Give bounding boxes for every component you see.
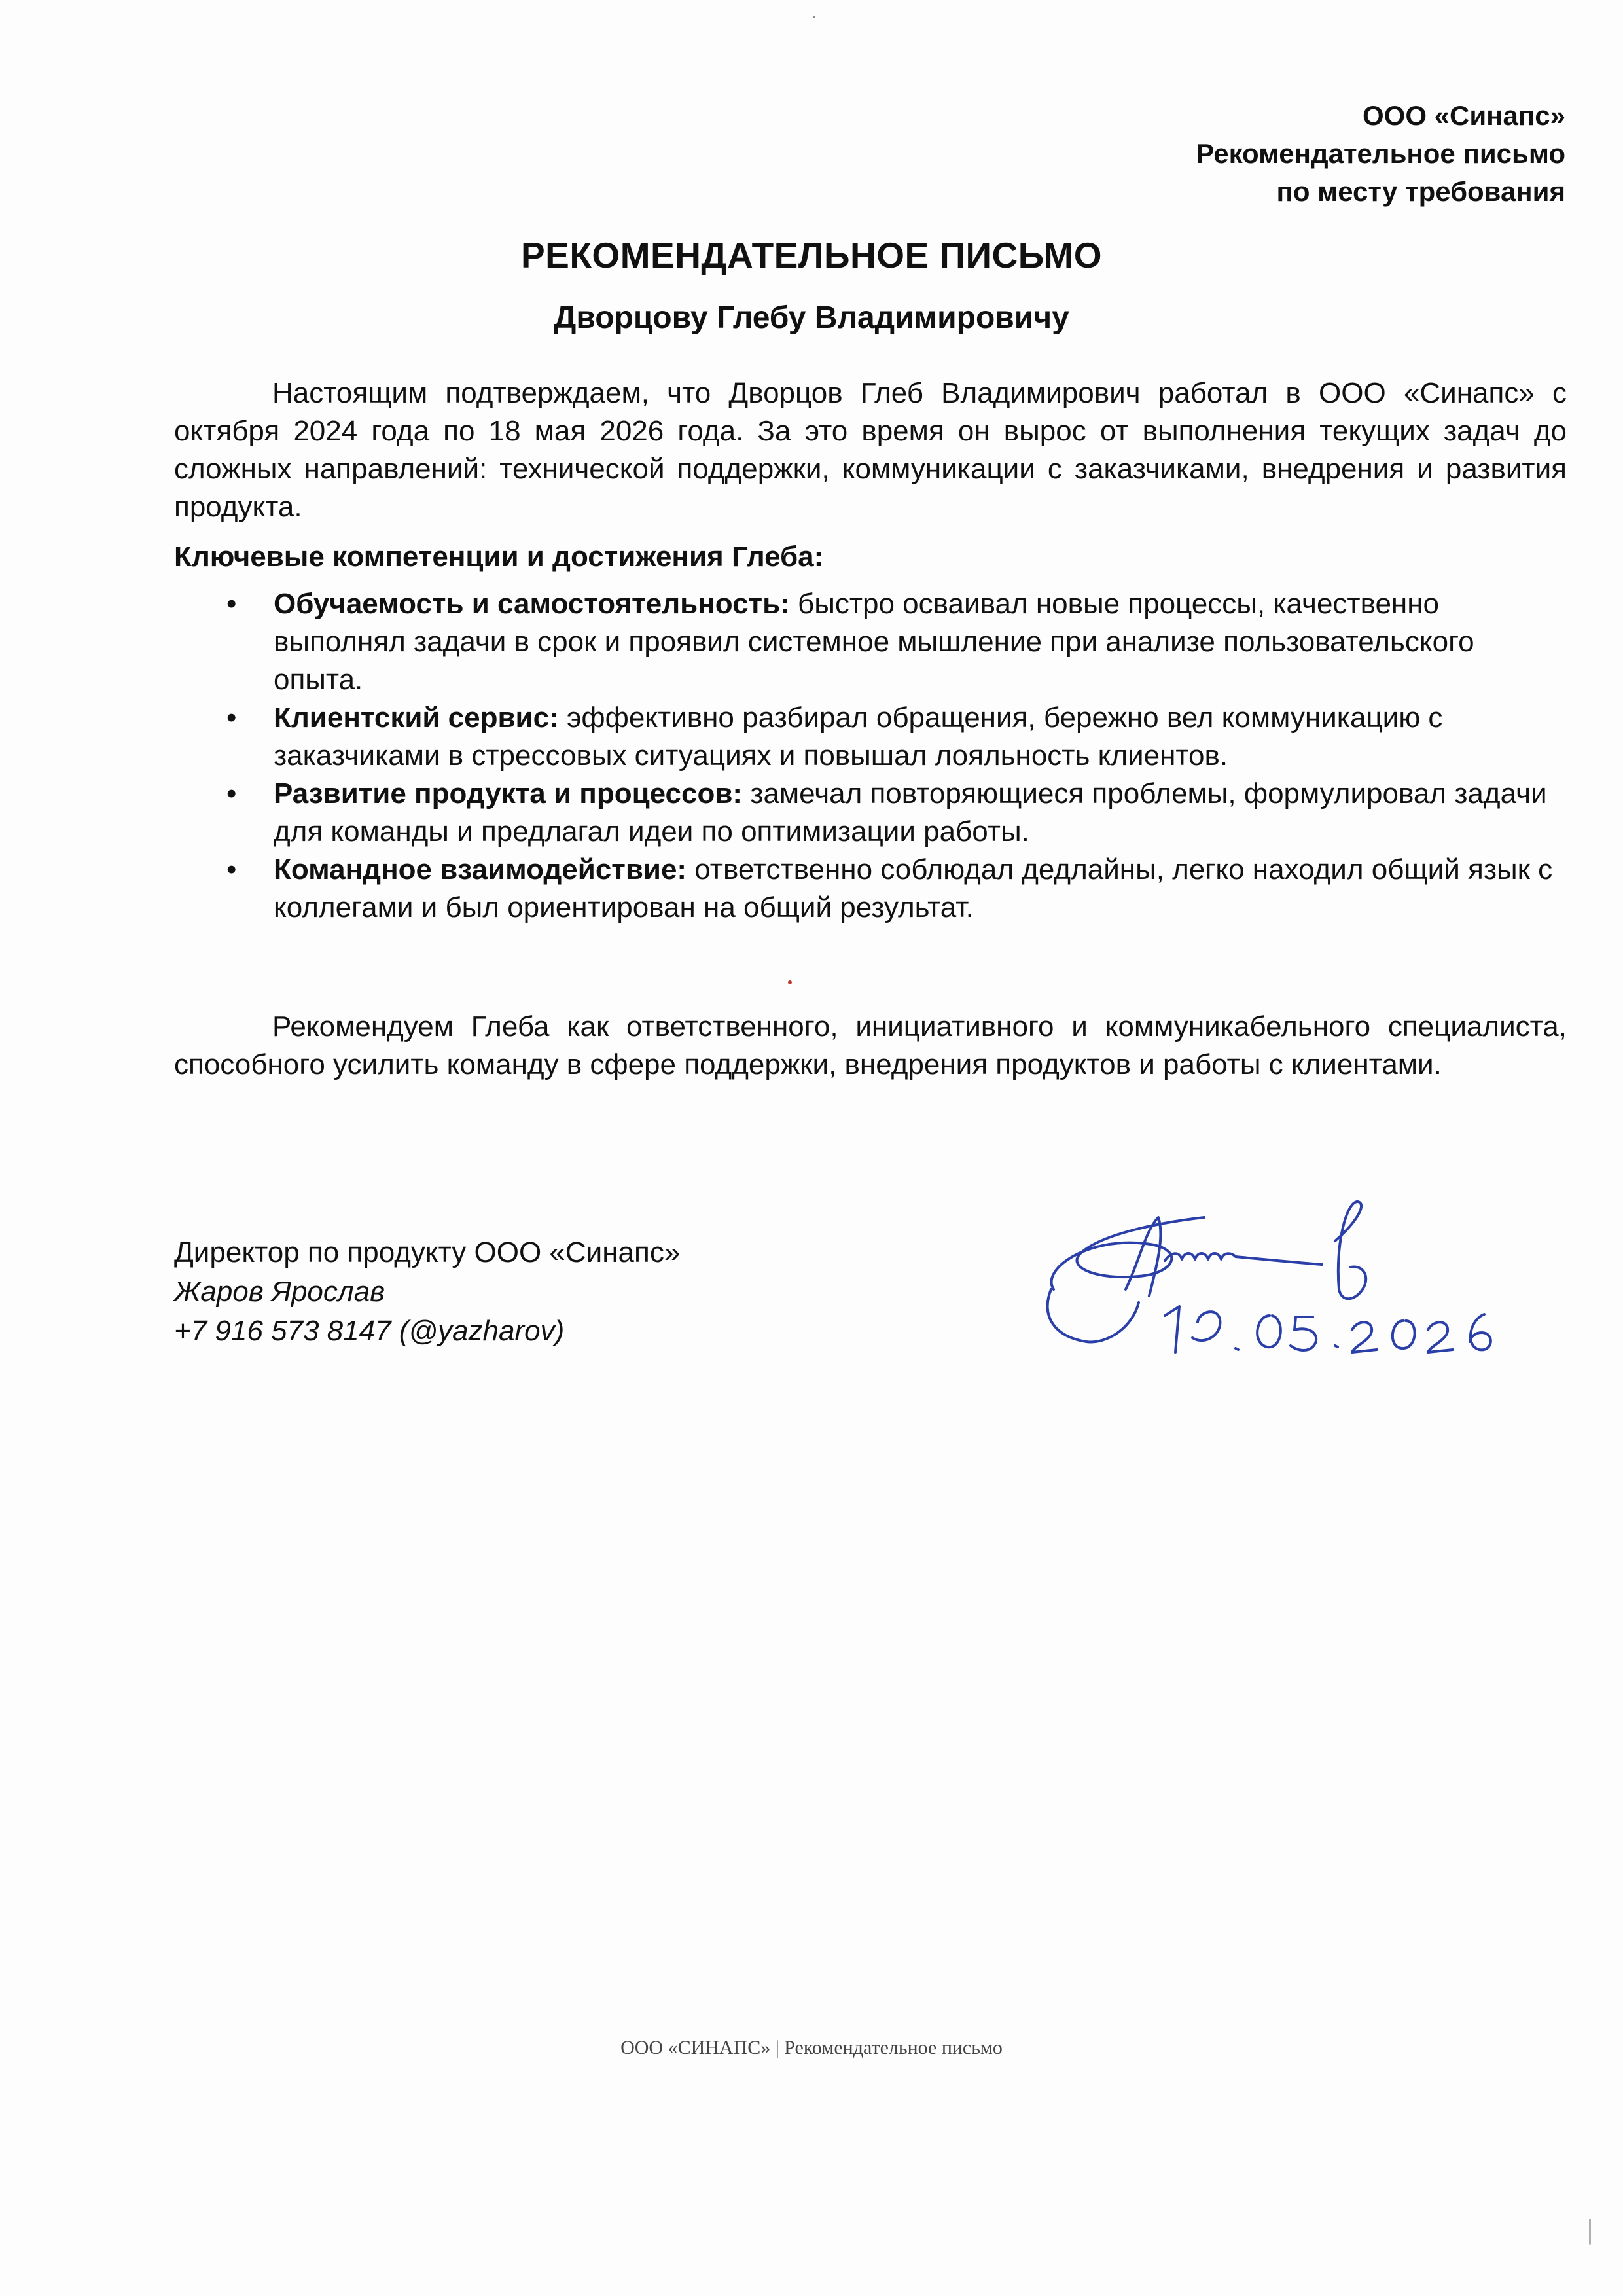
letter-title: РЕКОМЕНДАТЕЛЬНОЕ ПИСЬМО	[520, 235, 1102, 276]
scan-speck	[813, 16, 815, 18]
handwritten-signature	[1027, 1191, 1499, 1381]
competency-title: Развитие продукта и процессов:	[274, 778, 743, 810]
signer-position: Директор по продукту ООО «Синапс»	[174, 1236, 681, 1268]
competency-item	[174, 699, 1567, 775]
bullet-icon: •	[226, 778, 237, 810]
signer-block	[174, 1233, 680, 1351]
competency-item	[174, 775, 1567, 851]
signer-name: Жаров Ярослав	[174, 1276, 385, 1308]
letter-header	[1196, 97, 1565, 211]
bullet-icon: •	[226, 588, 237, 620]
competency-item	[174, 585, 1567, 699]
header-doc-type: Рекомендательное письмо	[1196, 138, 1565, 169]
competency-item	[174, 851, 1567, 927]
competency-text: эффективно разбирал обращения, бережно вел коммуникацию с заказчиками в стрессовых ситуациях и повышал лояльность клиентов.	[274, 702, 1443, 772]
competency-text: замечал повторяющиеся проблемы, формулировал задачи для команды и предлагал идеи по оптимизации работы.	[274, 778, 1547, 848]
bullet-icon: •	[226, 853, 237, 886]
intro-paragraph: Настоящим подтверждаем, что Дворцов Глеб Владимирович работал в ООО «Синапс» с октября 2024 года по 18 мая 2026 года. За это время он вырос от выполнения текущих задач до сложных направлений: технической поддержки, коммуникации с заказчиками, внедрения и развития продукта.	[174, 377, 1567, 523]
scan-speck	[1589, 2219, 1591, 2245]
competency-title: Обучаемость и самостоятельность:	[274, 588, 790, 620]
scan-speck	[788, 980, 792, 984]
header-destination: по месту требования	[1276, 176, 1565, 207]
competency-title: Клиентский сервис:	[274, 702, 559, 734]
competency-title: Командное взаимодействие:	[274, 853, 687, 886]
recipient-name: Дворцову Глебу Владимировичу	[554, 300, 1069, 335]
competencies-list	[174, 585, 1567, 927]
competency-text: ответственно соблюдал дедлайны, легко находил общий язык с коллегами и был ориентирован на общий результат.	[274, 853, 1553, 924]
competency-text: быстро осваивал новые процессы, качественно выполнял задачи в срок и проявил системное мышление при анализе пользовательского опыта.	[274, 588, 1474, 696]
page-footer: ООО «СИНАПС» | Рекомендательное письмо	[620, 2037, 1003, 2058]
bullet-icon: •	[226, 702, 237, 734]
header-company: ООО «Синапс»	[1363, 100, 1565, 131]
closing-paragraph: Рекомендуем Глеба как ответственного, инициативного и коммуникабельного специалиста, способного усилить команду в сфере поддержки, внедрения продуктов и работы с клиентами.	[174, 1011, 1567, 1081]
signature-ink	[1048, 1202, 1491, 1352]
signer-contact: +7 916 573 8147 (@yazharov)	[174, 1315, 565, 1347]
competencies-heading: Ключевые компетенции и достижения Глеба:	[174, 541, 824, 573]
